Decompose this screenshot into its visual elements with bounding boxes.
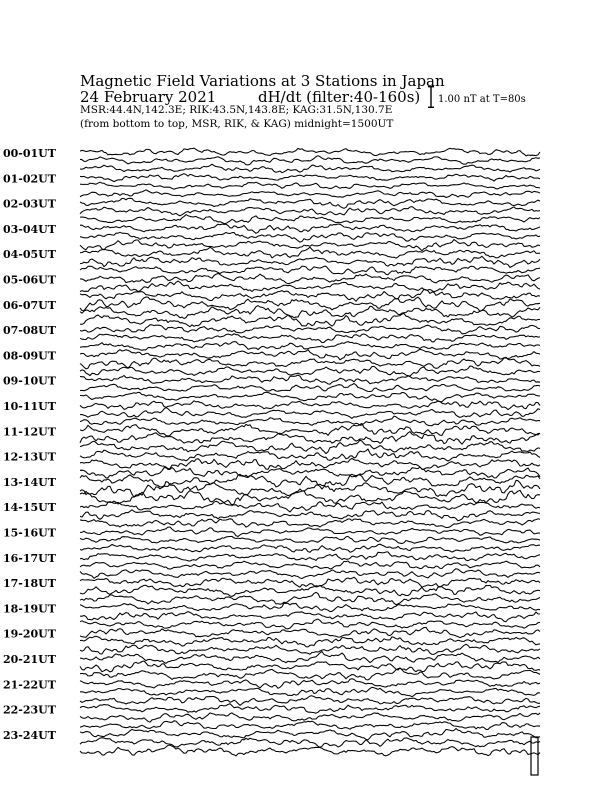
trace-msr-02-03UT <box>80 215 540 224</box>
hour-label: 02-03UT <box>3 197 56 211</box>
scale-label: 1.00 nT at T=80s <box>438 94 526 105</box>
trace-kag-16-17UT <box>80 552 540 561</box>
trace-rik-04-05UT <box>80 256 540 267</box>
trace-msr-08-09UT <box>80 366 540 376</box>
trace-msr-14-15UT <box>80 519 540 528</box>
trace-kag-15-16UT <box>80 527 540 537</box>
trace-kag-07-08UT <box>80 325 540 334</box>
trace-kag-13-14UT <box>80 474 540 489</box>
trace-rik-05-06UT <box>80 281 540 292</box>
trace-rik-12-13UT <box>80 459 540 470</box>
hour-label: 13-14UT <box>3 475 56 489</box>
trace-rik-08-09UT <box>80 357 540 369</box>
trace-kag-04-05UT <box>80 247 540 258</box>
hour-label: 08-09UT <box>3 349 56 363</box>
hour-label: 22-23UT <box>3 703 56 717</box>
trace-kag-12-13UT <box>80 449 540 461</box>
hour-label: 10-11UT <box>3 400 56 413</box>
trace-kag-23-24UT <box>80 729 540 740</box>
hour-label: 12-13UT <box>3 450 56 464</box>
trace-rik-16-17UT <box>80 561 540 569</box>
trace-msr-04-05UT <box>80 266 540 275</box>
hour-label: 01-02UT <box>3 172 56 186</box>
trace-kag-11-12UT <box>80 424 540 437</box>
trace-kag-19-20UT <box>80 627 540 637</box>
trace-kag-08-09UT <box>80 349 540 359</box>
trace-msr-07-08UT <box>80 342 540 351</box>
trace-rik-11-12UT <box>80 432 540 445</box>
trace-rik-18-19UT <box>80 612 540 622</box>
trace-rik-20-21UT <box>80 661 540 672</box>
trace-rik-14-15UT <box>80 510 540 521</box>
trace-rik-09-10UT <box>80 384 540 392</box>
trace-msr-18-19UT <box>80 619 540 629</box>
trace-kag-01-02UT <box>80 174 540 182</box>
trace-rik-01-02UT <box>80 182 540 189</box>
hour-label: 03-04UT <box>3 222 56 236</box>
hour-label: 17-18UT <box>3 577 56 591</box>
trace-rik-02-03UT <box>80 207 540 216</box>
trace-msr-17-18UT <box>80 592 540 604</box>
trace-rik-06-07UT <box>80 306 540 319</box>
trace-rik-00-01UT <box>80 156 540 165</box>
trace-rik-22-23UT <box>80 713 540 722</box>
chart-quantity: dH/dt (filter:40-160s) <box>258 88 421 106</box>
trace-rik-03-04UT <box>80 232 540 242</box>
trace-msr-21-22UT <box>80 696 540 706</box>
trace-kag-06-07UT <box>80 297 540 311</box>
trace-kag-05-06UT <box>80 273 540 283</box>
hour-label: 04-05UT <box>3 248 56 262</box>
trace-kag-03-04UT <box>80 224 540 233</box>
trace-msr-15-16UT <box>80 544 540 552</box>
trace-msr-03-04UT <box>80 240 540 251</box>
trace-kag-22-23UT <box>80 704 540 714</box>
hour-label: 06-07UT <box>3 298 56 312</box>
trace-kag-17-18UT <box>80 577 540 587</box>
station-coordinates: MSR:44.4N,142.3E; RIK:43.5N,143.8E; KAG:31.5N,130.7E <box>80 104 393 116</box>
trace-rik-21-22UT <box>80 687 540 696</box>
trace-order-note: (from bottom to top, MSR, RIK, & KAG) midnight=1500UT <box>80 118 394 130</box>
trace-msr-01-02UT <box>80 190 540 198</box>
trace-msr-05-06UT <box>80 289 540 301</box>
trace-rik-19-20UT <box>80 636 540 647</box>
trace-msr-09-10UT <box>80 392 540 402</box>
chart-title: Magnetic Field Variations at 3 Stations in Japan <box>80 72 445 90</box>
hour-label: 19-20UT <box>3 627 56 641</box>
hour-label: 21-22UT <box>3 678 56 692</box>
hour-label: 14-15UT <box>3 501 56 515</box>
trace-rik-17-18UT <box>80 585 540 596</box>
hour-label: 11-12UT <box>3 425 56 439</box>
trace-kag-00-01UT <box>80 148 540 156</box>
trace-kag-14-15UT <box>80 501 540 512</box>
trace-rik-07-08UT <box>80 334 540 343</box>
hour-label: 16-17UT <box>3 551 56 565</box>
hour-label: 23-24UT <box>3 728 56 742</box>
trace-msr-00-01UT <box>80 164 540 173</box>
trace-rik-10-11UT <box>80 408 540 419</box>
chart-date: 24 February 2021 <box>80 88 217 106</box>
trace-msr-23-24UT <box>80 745 540 756</box>
hour-label: 20-21UT <box>3 653 56 666</box>
trace-kag-09-10UT <box>80 375 540 384</box>
trace-msr-16-17UT <box>80 569 540 579</box>
hour-label: 09-10UT <box>3 374 56 388</box>
trace-kag-10-11UT <box>80 401 540 410</box>
trace-msr-11-12UT <box>80 440 540 454</box>
hour-label: 15-16UT <box>3 526 56 540</box>
trace-kag-20-21UT <box>80 652 540 664</box>
trace-msr-20-21UT <box>80 668 540 680</box>
trace-msr-12-13UT <box>80 467 540 478</box>
trace-rik-15-16UT <box>80 536 540 543</box>
trace-kag-18-19UT <box>80 603 540 611</box>
trace-rik-23-24UT <box>80 738 540 748</box>
hour-label: 07-08UT <box>3 324 56 338</box>
trace-kag-21-22UT <box>80 679 540 689</box>
trace-msr-10-11UT <box>80 416 540 426</box>
hour-label: 18-19UT <box>3 602 56 616</box>
hour-label: 05-06UT <box>3 273 56 287</box>
hour-label: 00-01UT <box>3 147 56 160</box>
trace-kag-02-03UT <box>80 198 540 208</box>
